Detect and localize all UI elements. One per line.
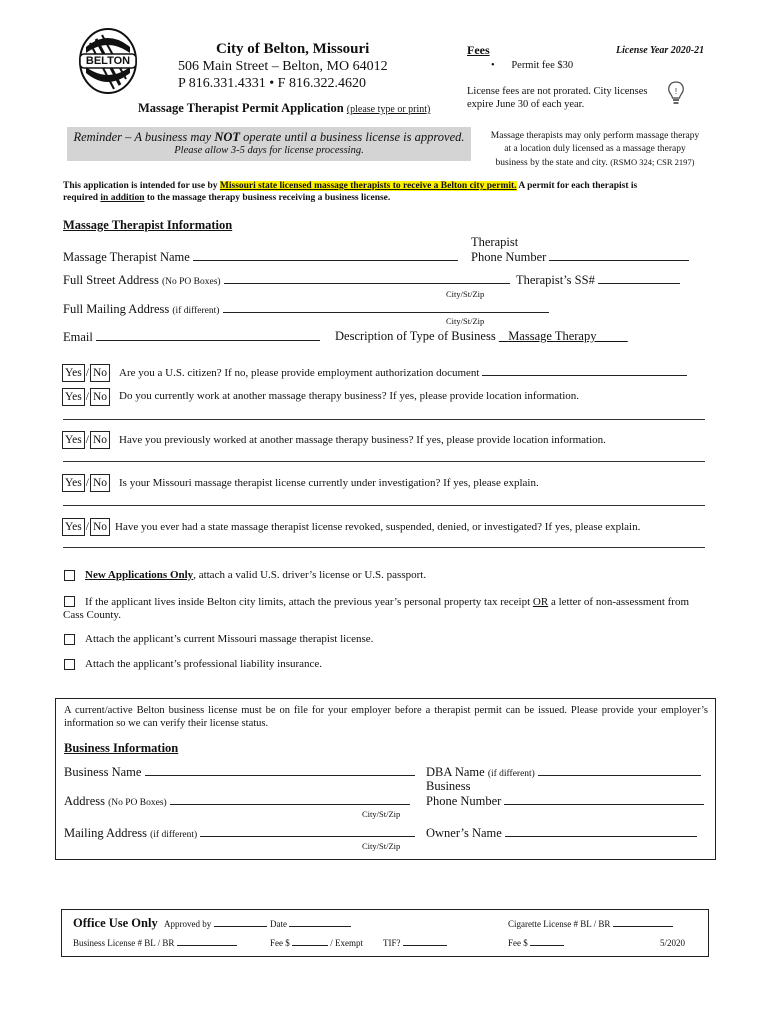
reminder-suffix: operate until a business license is approved. <box>240 130 465 144</box>
approved-by-blank[interactable] <box>214 919 267 927</box>
business-phone-top: Business <box>426 779 471 793</box>
tif-blank[interactable] <box>403 938 447 946</box>
fees-label: Fees <box>467 43 490 57</box>
business-name-field[interactable] <box>64 764 415 780</box>
license-year: License Year 2020-21 <box>616 45 705 56</box>
business-name-blank[interactable] <box>145 764 415 776</box>
business-type-field[interactable] <box>335 329 628 344</box>
mailing-address-field[interactable] <box>63 301 549 317</box>
q1-question: Are you a U.S. citizen? If no, please provide employment authorization document <box>119 367 480 379</box>
svg-text:!: ! <box>674 87 678 96</box>
dba-name-blank[interactable] <box>538 764 701 776</box>
q3-text: Have you previously worked at another massage therapy business? If yes, please provide location information. <box>119 434 606 446</box>
q1-separator: / <box>85 367 89 379</box>
fee-exempt-field[interactable] <box>270 938 363 948</box>
street-address-note: (No PO Boxes) <box>161 277 221 287</box>
checklist-item-2 <box>85 596 689 608</box>
q5-text: Have you ever had a state massage therapist license revoked, suspended, denied, or investigated? If yes, please explain. <box>115 521 641 533</box>
checkbox-new-applications[interactable] <box>64 570 75 581</box>
note-line-3 <box>479 156 711 170</box>
ssn-blank[interactable] <box>598 272 680 284</box>
intro-highlight: Missouri state licensed massage therapists to receive a Belton city permit. <box>219 181 517 191</box>
cigarette-fee-field[interactable] <box>508 938 564 948</box>
ssn-field[interactable] <box>516 272 680 288</box>
intro-p4: to the massage therapy business receiving a business license. <box>144 193 391 203</box>
cigarette-license-blank[interactable] <box>613 919 673 927</box>
business-phone-blank[interactable] <box>504 793 704 805</box>
office-use-title: Office Use Only <box>73 916 158 930</box>
checkbox-state-license[interactable] <box>64 634 75 645</box>
address-city-st-zip: City/St/Zip <box>446 289 485 299</box>
city-address: 506 Main Street – Belton, MO 64012 <box>178 59 388 74</box>
therapist-phone-blank[interactable] <box>549 249 689 261</box>
business-mailing-city-st-zip: City/St/Zip <box>362 841 401 851</box>
fee-label: Fee $ <box>270 938 290 948</box>
fee-blank[interactable] <box>292 938 328 946</box>
office-date-blank[interactable] <box>289 919 351 927</box>
reminder-prefix: Reminder – A business may <box>73 130 215 144</box>
reminder-line-1 <box>67 127 471 145</box>
fee-note: License fees are not prorated. City licenses expire June 30 of each year. <box>467 86 648 110</box>
q4-answer-line[interactable] <box>63 505 705 506</box>
checklist-item-1-rest: , attach a valid U.S. driver’s license or U.S. passport. <box>193 569 427 581</box>
form-title <box>138 101 430 116</box>
business-phone-label: Phone Number <box>426 794 502 808</box>
intro-p2: A permit for each therapist is <box>516 181 638 191</box>
business-license-label: Business License # BL / BR <box>73 938 175 948</box>
q5-separator: / <box>85 521 89 533</box>
form-title-note: (please type or print) <box>346 104 431 115</box>
city-phone-fax: P 816.331.4331 • F 816.322.4620 <box>178 76 366 91</box>
business-mailing-note: (if different) <box>150 830 198 840</box>
office-use-box <box>61 909 709 957</box>
checkbox-tax-receipt[interactable] <box>64 596 75 607</box>
business-mailing-label: Mailing Address <box>64 826 147 840</box>
email-field[interactable] <box>63 329 320 345</box>
business-phone-field[interactable] <box>426 793 704 809</box>
street-address-label: Full Street Address <box>63 273 159 287</box>
q1-document-blank[interactable] <box>482 366 687 376</box>
office-date-label: Date <box>270 919 287 929</box>
reminder-not: NOT <box>214 130 241 144</box>
intro-p1: This application is intended for use by <box>63 181 220 191</box>
therapist-name-blank[interactable] <box>193 249 458 261</box>
q1-text <box>119 366 687 379</box>
cigarette-fee-label: Fee $ <box>508 938 528 948</box>
q5-yes-option[interactable]: Yes <box>62 518 85 536</box>
note-line-3-ref: (RSMO 324; CSR 2197) <box>610 157 695 167</box>
street-address-field[interactable] <box>63 272 510 288</box>
q4-separator: / <box>85 477 89 489</box>
q2-answer-line[interactable] <box>63 419 705 420</box>
dba-name-note: (if different) <box>487 769 535 779</box>
checkbox-liability-insurance[interactable] <box>64 659 75 670</box>
business-license-field[interactable] <box>73 938 237 948</box>
reminder-box <box>67 127 471 161</box>
q4-text: Is your Missouri massage therapist license currently under investigation? If yes, please explain. <box>119 477 539 489</box>
q4-no-option[interactable]: No <box>90 474 110 492</box>
bullet-dot: • <box>491 60 495 71</box>
email-label: Email <box>63 330 93 344</box>
q5-yes-no[interactable] <box>62 518 110 536</box>
business-address-label: Address <box>64 794 105 808</box>
owner-name-label: Owner’s Name <box>426 826 502 840</box>
mailing-address-note: (if different) <box>172 306 220 316</box>
business-name-label: Business Name <box>64 765 142 779</box>
therapy-location-note <box>479 130 711 170</box>
business-info-heading: Business Information <box>64 741 179 755</box>
intro-paragraph <box>63 180 723 204</box>
business-address-blank[interactable] <box>170 793 410 805</box>
q2-no-option[interactable]: No <box>90 388 110 406</box>
dba-name-field[interactable] <box>426 764 701 780</box>
logo-text: BELTON <box>85 55 131 67</box>
q1-yes-no[interactable] <box>62 364 110 382</box>
therapist-name-field[interactable] <box>63 249 458 265</box>
business-mailing-blank[interactable] <box>200 825 415 837</box>
note-line-1: Massage therapists may only perform massage therapy <box>490 131 700 141</box>
tif-label: TIF? <box>383 938 401 948</box>
therapist-name-label: Massage Therapist Name <box>63 250 190 264</box>
city-name: City of Belton, Missouri <box>216 41 370 57</box>
q3-no-option[interactable]: No <box>90 431 110 449</box>
business-type-value[interactable] <box>499 329 628 343</box>
q3-yes-no[interactable] <box>62 431 110 449</box>
q1-yes-option[interactable]: Yes <box>62 364 85 382</box>
cigarette-license-label: Cigarette License # BL / BR <box>508 919 611 929</box>
tif-field[interactable] <box>383 938 447 948</box>
q5-no-option[interactable]: No <box>90 518 110 536</box>
business-type-label: Description of Type of Business <box>335 329 496 343</box>
approved-by-label: Approved by <box>164 919 212 929</box>
business-license-blank[interactable] <box>177 938 237 946</box>
checklist-item-1-underline: New Applications Only <box>85 569 194 581</box>
business-info-box <box>55 698 716 860</box>
q4-yes-no[interactable] <box>62 474 110 492</box>
mailing-address-label: Full Mailing Address <box>63 302 170 316</box>
q1-no-option[interactable]: No <box>90 364 110 382</box>
therapist-phone-field[interactable] <box>471 249 689 265</box>
intro-p3: required <box>63 193 101 203</box>
q3-yes-option[interactable]: Yes <box>62 431 85 449</box>
therapist-phone-label: Phone Number <box>471 250 547 264</box>
reminder-line-2: Please allow 3-5 days for license processing. <box>174 145 364 156</box>
ssn-label: Therapist’s SS# <box>516 273 595 287</box>
checklist-item-2-a: If the applicant lives inside Belton city limits, attach the previous year’s personal property tax receipt <box>85 596 533 608</box>
q2-separator: / <box>85 391 89 403</box>
fee-amount: Permit fee $30 <box>511 60 574 71</box>
q4-yes-option[interactable]: Yes <box>62 474 85 492</box>
email-blank[interactable] <box>96 329 320 341</box>
office-date-field[interactable] <box>270 919 351 929</box>
cigarette-fee-blank[interactable] <box>530 938 564 946</box>
note-line-3-main: business by the state and city. <box>495 158 608 168</box>
dba-name-label: DBA Name <box>426 765 485 779</box>
q3-separator: / <box>85 434 89 446</box>
q2-yes-option[interactable]: Yes <box>62 388 85 406</box>
owner-name-field[interactable] <box>426 825 697 841</box>
approved-by-field[interactable] <box>164 919 267 929</box>
lightbulb-icon <box>666 80 686 111</box>
checklist-item-2-b: a letter of non-assessment from <box>548 596 690 608</box>
q3-answer-line[interactable] <box>63 461 705 462</box>
checklist-item-2-cont: Cass County. <box>63 609 121 621</box>
business-address-city-st-zip: City/St/Zip <box>362 809 401 819</box>
business-mailing-field[interactable] <box>64 825 415 841</box>
mailing-city-st-zip: City/St/Zip <box>446 316 485 326</box>
checklist-item-1 <box>85 569 426 581</box>
fee-bullet <box>491 60 573 71</box>
checklist-item-2-or: OR <box>532 596 549 608</box>
street-address-blank[interactable] <box>224 272 510 284</box>
business-type-value-text: Massage Therapy <box>508 329 597 343</box>
mailing-address-blank[interactable] <box>223 301 549 313</box>
exempt-label: / Exempt <box>330 938 363 948</box>
q2-yes-no[interactable] <box>62 388 110 406</box>
business-address-note: (No PO Boxes) <box>108 798 167 808</box>
therapist-info-heading: Massage Therapist Information <box>63 218 233 232</box>
address-field[interactable] <box>64 793 410 809</box>
note-line-2: at a location duly licensed as a massage therapy <box>504 144 686 154</box>
q2-text: Do you currently work at another massage therapy business? If yes, please provide location information. <box>119 390 580 402</box>
checklist-item-3: Attach the applicant’s current Missouri massage therapist license. <box>85 633 374 645</box>
business-license-notice: A current/active Belton business license must be on file for your employer before a therapist permit can be issued. Please provide your employer’s information so we can verify their license status. <box>64 705 708 729</box>
cigarette-license-field[interactable] <box>508 919 673 929</box>
city-logo <box>78 27 138 95</box>
form-title-text: Massage Therapist Permit Application <box>138 101 344 115</box>
intro-p3-underline: in addition <box>100 193 145 203</box>
q5-answer-line[interactable] <box>63 547 705 548</box>
checklist-item-4: Attach the applicant’s professional liability insurance. <box>85 658 323 670</box>
form-version: 5/2020 <box>660 938 686 948</box>
therapist-phone-top: Therapist <box>471 235 519 249</box>
owner-name-blank[interactable] <box>505 825 697 837</box>
